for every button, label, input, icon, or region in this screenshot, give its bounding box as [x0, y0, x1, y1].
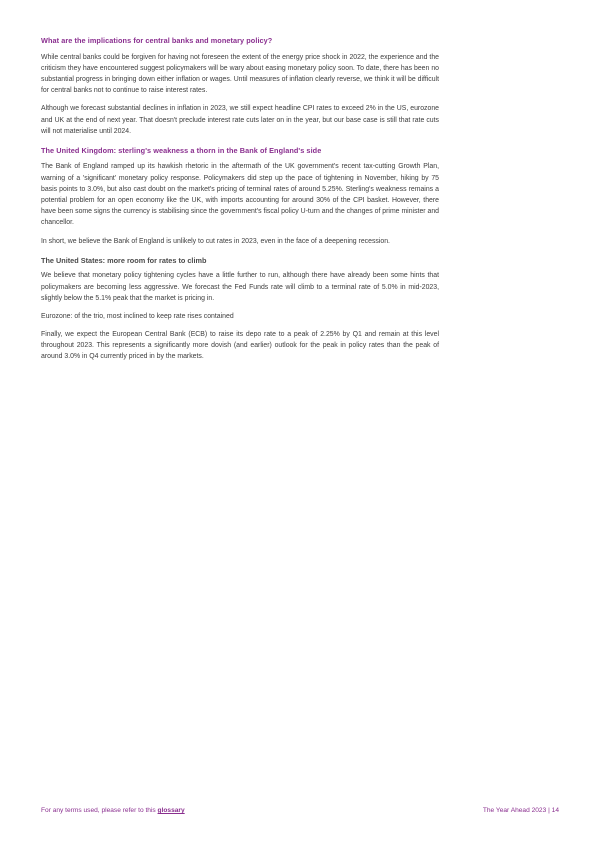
document-content: [41, 36, 439, 370]
paragraph-united-kingdom-1: The Bank of England ramped up its hawkish rhetoric in the aftermath of the UK government's recent tax-cutting Growth Plan, warning of a 'significant' monetary policy response. Policymakers did step up the pace of tightening in November, hiking by 75 basis points to 3.0%, but also cast doubt on the market's pricing of terminal rates of around 5.25%. Sterling's weakness remains a potential problem for an open economy like the UK, with imports accounting for around 30% of the CPI basket. However, there have been some signs the currency is stabilising since the government's fiscal policy U-turn and the changes of prime minister and chancellor.: [41, 163, 439, 227]
section-heading-central-banks: What are the implications for central banks and monetary policy?: [41, 36, 273, 45]
glossary-link[interactable]: glossary: [157, 807, 185, 814]
footer-glossary-prefix: For any terms used, please refer to this: [41, 807, 158, 814]
footer-document-title: The Year Ahead 2023: [482, 807, 547, 814]
paragraph-central-banks-2: Although we forecast substantial declines in inflation in 2023, we still expect headline CPI rates to exceed 2% in the US, eurozone and UK at the end of next year. That doesn't preclude interest rate cuts later on in the year, but our base case is still that rate cuts will not materialise until 2024.: [41, 105, 439, 135]
paragraph-united-states-1: We believe that monetary policy tightening cycles have a little further to run, although there have already been some hints that policymakers are becoming less aggressive. We forecast the Fed Funds rate will climb to a terminal rate of 5.0% in mid-2023, slightly below the 5.1% peak that the market is pricing in.: [41, 272, 439, 302]
section-subheading-united-states: The United States: more room for rates to climb: [41, 255, 207, 265]
paragraph-united-kingdom-2: In short, we believe the Bank of England is unlikely to cut rates in 2023, even in the face of a deepening recession.: [41, 237, 390, 245]
paragraph-eurozone-detail: Finally, we expect the European Central Bank (ECB) to raise its depo rate to a peak of 2.25% by Q1 and remain at this level throughout 2023. This represents a significantly more dovish (and earlier) outlook for the peak in policy rates than the peak of around 3.0% in Q4 currently priced in by the markets.: [41, 331, 439, 361]
paragraph-central-banks-1: While central banks could be forgiven for having not foreseen the extent of the energy price shock in 2022, the experience and the criticism they have encountered suggest policymakers will be wary about easing monetary policy soon. To date, there has been no substantial progress in bringing down either inflation or wages. Until measures of inflation clearly reverse, we think it will be difficult for central banks not to continue to raise interest rates.: [41, 53, 439, 95]
footer-page-number: 14: [551, 807, 559, 814]
paragraph-eurozone-lead: Eurozone: of the trio, most inclined to keep rate rises contained: [41, 312, 234, 320]
footer-page-info: [483, 807, 559, 814]
page-footer: [41, 807, 559, 821]
section-heading-united-kingdom: The United Kingdom: sterling's weakness a thorn in the Bank of England's side: [41, 145, 322, 155]
footer-separator: |: [546, 807, 552, 814]
footer-glossary-note: [41, 807, 185, 814]
